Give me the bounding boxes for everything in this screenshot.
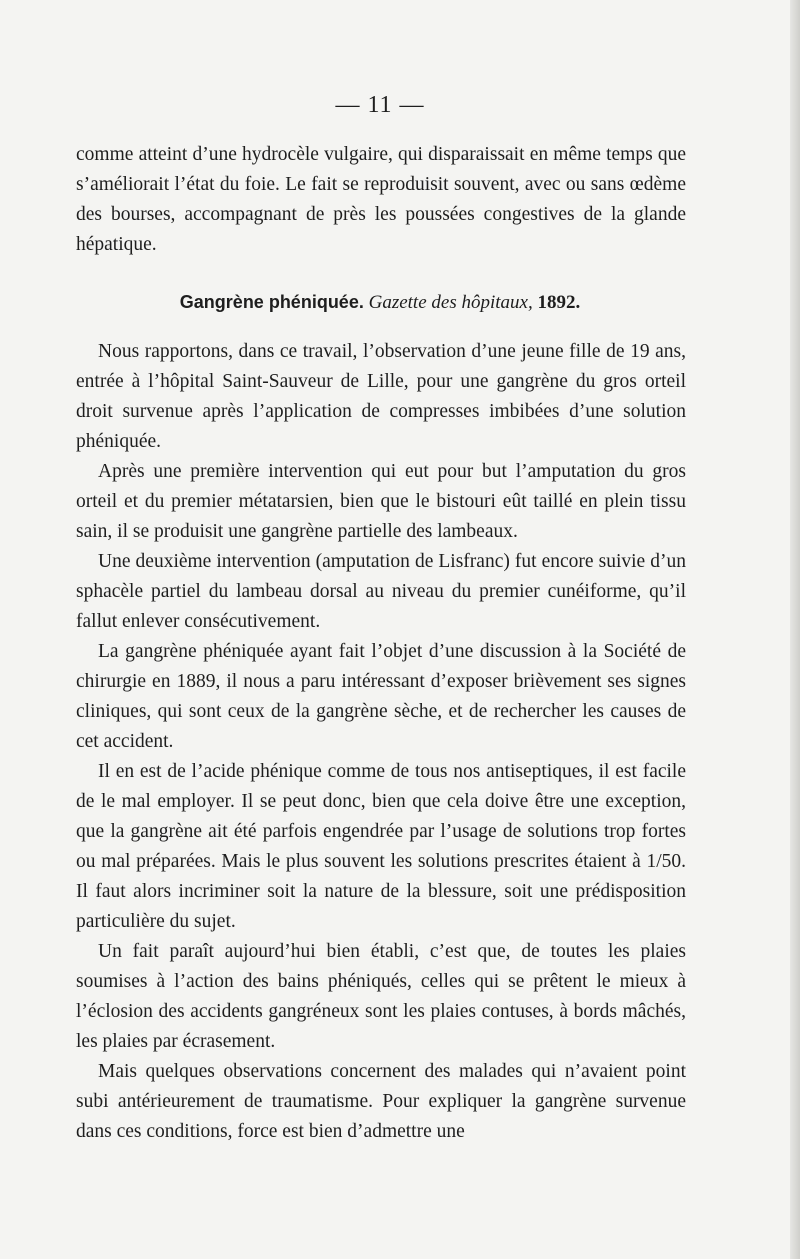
paragraph: Une deuxième intervention (amputation de Lisfranc) fut encore suivie d’un sphacèle partiel du lambeau dorsal au niveau du premier cunéiforme, qu’il fallut enlever consécutivement.: [76, 551, 686, 632]
section-heading: [0, 292, 760, 314]
paragraph: La gangrène phéniquée ayant fait l’objet d’une discussion à la Société de chirurgie en 1889, il nous a paru intéressant d’exposer brièvement ses signes cliniques, qui sont ceux de la gangrène sèche, et de rechercher les causes de cet accident.: [76, 641, 686, 752]
paragraph: Après une première intervention qui eut pour but l’amputation du gros orteil et du premier métatarsien, bien que le bistouri eût taillé en plein tissu sain, il se produisit une gangrène partielle des lambeaux.: [76, 461, 686, 542]
paragraph-intro: comme atteint d’une hydrocèle vulgaire, qui disparaissait en même temps que s’améliorait l’état du foie. Le fait se reproduisit souvent, avec ou sans œdème des bourses, accompagnant de près les poussées congestives de la glande hépatique.: [76, 144, 686, 255]
section-journal: Gazette des hôpitaux,: [368, 292, 533, 313]
section-year: 1892.: [537, 292, 581, 313]
paragraph: Mais quelques observations concernent des malades qui n’avaient point subi antérieurement de traumatisme. Pour expliquer la gangrène survenue dans ces conditions, force est bien d’admettre une: [76, 1061, 686, 1142]
section-title: Gangrène phéniquée.: [179, 292, 364, 312]
paragraph: Un fait paraît aujourd’hui bien établi, c’est que, de toutes les plaies soumises à l’action des bains phéniqués, celles qui se prêtent le mieux à l’éclosion des accidents gangréneux sont les plaies contuses, à bords mâchés, les plaies par écrasement.: [76, 941, 686, 1052]
intro-text-block: [76, 140, 686, 260]
page-edge-shadow: [790, 0, 800, 1259]
paragraph: Il en est de l’acide phénique comme de tous nos antiseptiques, il est facile de le mal employer. Il se peut donc, bien que cela doive être une exception, que la gangrène ait été parfois engendrée par l’usage de solutions trop fortes ou mal préparées. Mais le plus souvent les solutions prescrites étaient à 1/50. Il faut alors incriminer soit la nature de la blessure, soit une prédisposition particulière du sujet.: [76, 761, 686, 932]
paragraph: Nous rapportons, dans ce travail, l’observation d’une jeune fille de 19 ans, entrée à l’hôpital Saint-Sauveur de Lille, pour une gangrène du gros orteil droit survenue après l’application de compresses imbibées d’une solution phéniquée.: [76, 341, 686, 452]
page-number: — 11 —: [335, 92, 425, 118]
body-text-block: [76, 337, 686, 1147]
